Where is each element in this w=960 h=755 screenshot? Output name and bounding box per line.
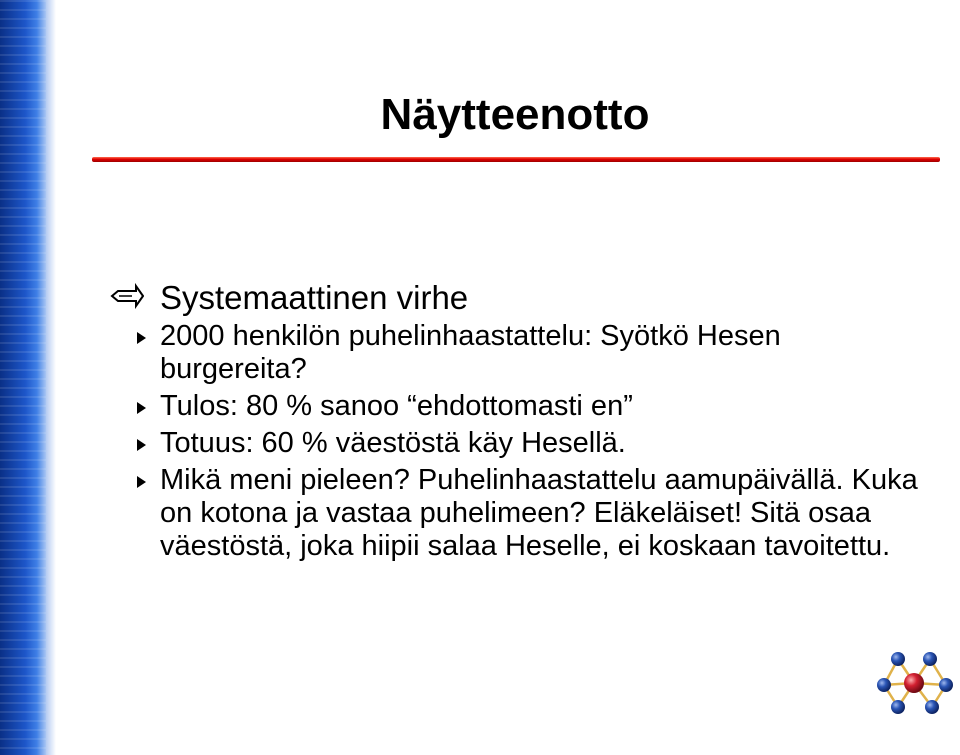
- list-item: [110, 464, 930, 563]
- bullet-text: Mikä meni pieleen? Puhelinhaastattelu aamupäivällä. Kuka on kotona ja vastaa puhelimeen? Eläkeläiset! Sitä osaa väestöstä, joka hiipii salaa Heselle, ei koskaan tavoitettu.: [160, 464, 918, 562]
- bullet-text: Tulos: 80 % sanoo “ehdottomasti en”: [160, 390, 633, 422]
- list-item: [110, 427, 930, 460]
- triangle-bullet-icon: [137, 439, 146, 451]
- section-heading-text: Systemaattinen virhe: [160, 279, 469, 316]
- molecule-logo-icon: [870, 645, 960, 725]
- title-underline: [92, 157, 940, 162]
- slide-title: Näytteenotto: [380, 90, 650, 139]
- triangle-bullet-icon: [137, 476, 146, 488]
- bullet-text: 2000 henkilön puhelinhaastattelu: Syötkö Hesen burgereita?: [160, 320, 781, 385]
- triangle-bullet-icon: [137, 332, 146, 344]
- slide-content: [110, 278, 930, 563]
- pen-arrow-icon: [110, 282, 144, 310]
- bullet-text: Totuus: 60 % väestöstä käy Hesellä.: [160, 427, 626, 459]
- bullet-list: [110, 320, 930, 563]
- list-item: [110, 320, 930, 386]
- list-item: [110, 390, 930, 423]
- section-heading: [110, 278, 930, 318]
- triangle-bullet-icon: [137, 402, 146, 414]
